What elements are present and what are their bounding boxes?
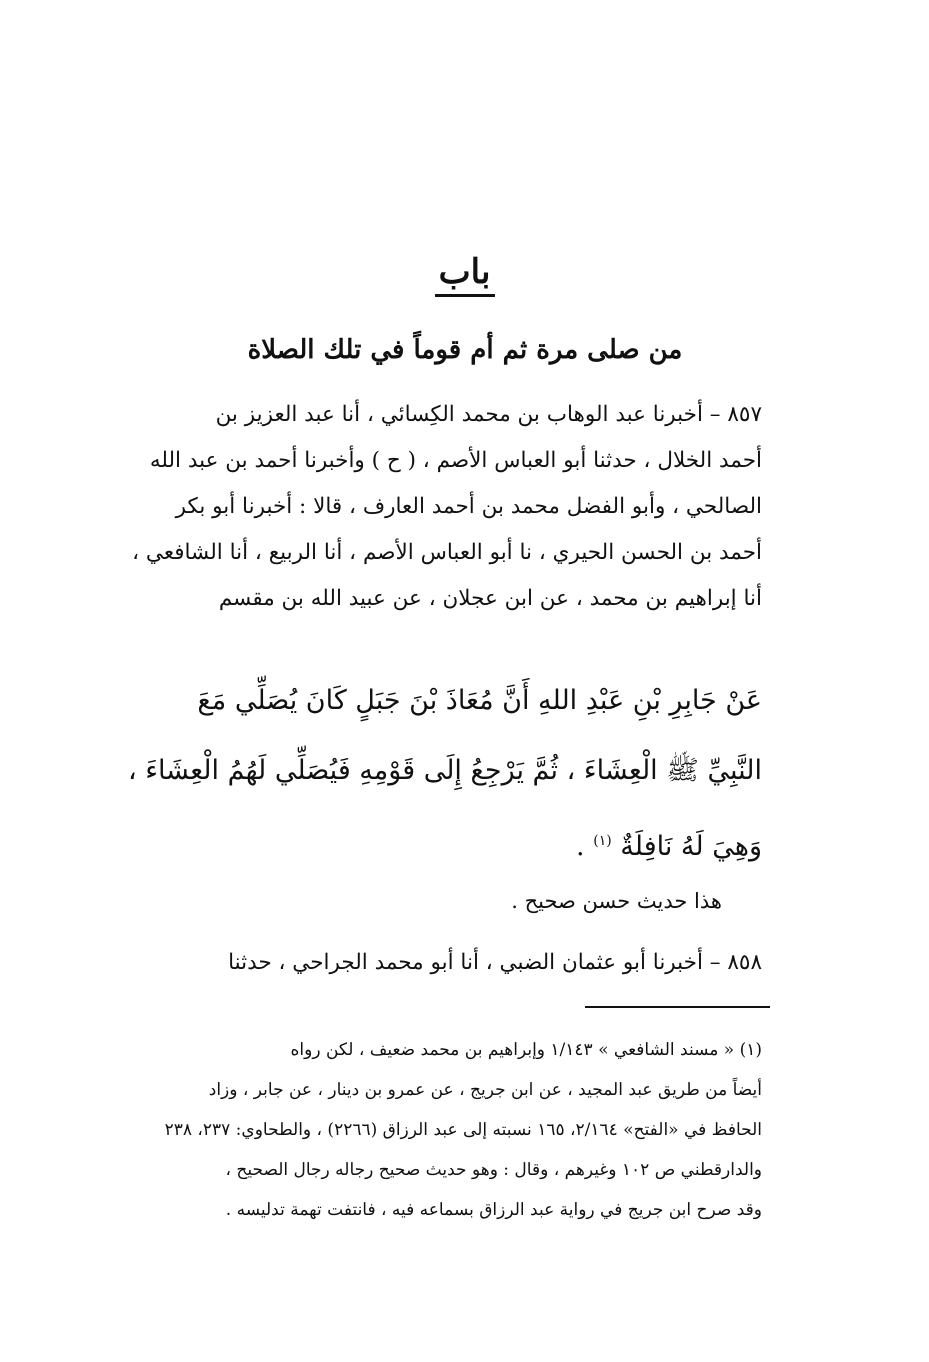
matn-line: عَنْ جَابِرِ بْنِ عَبْدِ اللهِ أَنَّ مُعَاذَ بْنَ جَبَلٍ كَانَ يُصَلِّي مَعَ bbox=[197, 685, 762, 716]
matn-line-text: وَهِيَ لَهُ نَافِلَةٌ bbox=[620, 831, 762, 862]
footnote-line: والدارقطني ص ١٠٢ وغيرهم ، وقال : وهو حديث صحيح رجاله رجال الصحيح ، bbox=[225, 1160, 762, 1180]
footnote-separator bbox=[585, 1006, 770, 1008]
chapter-word: باب bbox=[438, 252, 491, 292]
matn-line: النَّبِيِّ ﷺ الْعِشَاءَ ، ثُمَّ يَرْجِعُ إِلَى قَوْمِهِ فَيُصَلِّي لَهُمُ الْعِشَاءَ ، bbox=[127, 755, 762, 786]
hadith-857-isnad bbox=[100, 392, 762, 622]
footnote-line: (١) « مسند الشافعي » ١/١٤٣ وإبراهيم بن محمد ضعيف ، لكن رواه bbox=[290, 1040, 762, 1060]
footnote-line: الحافظ في «الفتح» ٢/١٦٤، ١٦٥ نسبته إلى عبد الرزاق (٢٢٦٦) ، والطحاوي: ٢٣٧، ٢٣٨ bbox=[164, 1120, 762, 1140]
footnote-reference[interactable]: (١) bbox=[593, 833, 612, 849]
chapter-underline bbox=[435, 294, 495, 297]
hadith-858-line: ٨٥٨ – أخبرنا أبو عثمان الضبي ، أنا أبو محمد الجراحي ، حدثنا bbox=[228, 950, 762, 975]
isnad-line: الصالحي ، وأبو الفضل محمد بن أحمد العارف ، قالا : أخبرنا أبو بكر bbox=[175, 494, 762, 519]
isnad-line: أحمد بن الحسن الحيري ، نا أبو العباس الأصم ، أنا الربيع ، أنا الشافعي ، bbox=[132, 540, 762, 565]
chapter-heading bbox=[0, 252, 929, 297]
isnad-line: أحمد الخلال ، حدثنا أبو العباس الأصم ، ( ح ) وأخبرنا أحمد بن عبد الله bbox=[149, 448, 762, 473]
isnad-line: أنا إبراهيم بن محمد ، عن ابن عجلان ، عن عبيد الله بن مقسم bbox=[218, 586, 762, 611]
footnote-line: وقد صرح ابن جريج في رواية عبد الرزاق بسماعه فيه ، فانتفت تهمة تدليسه . bbox=[225, 1200, 762, 1220]
matn-end-mark: . bbox=[576, 831, 585, 862]
chapter-title: من صلى مرة ثم أم قوماً في تلك الصلاة bbox=[247, 335, 683, 365]
matn-line-last bbox=[100, 806, 762, 882]
footnotes bbox=[100, 1030, 762, 1230]
hadith-857-matn bbox=[100, 666, 762, 882]
hadith-grade: هذا حديث حسن صحيح . bbox=[511, 889, 722, 913]
isnad-line: ٨٥٧ – أخبرنا عبد الوهاب بن محمد الكِسائي ، أنا عبد العزيز بن bbox=[215, 402, 762, 427]
footnote-line: أيضاً من طريق عبد المجيد ، عن ابن جريج ، عن عمرو بن دينار ، عن جابر ، وزاد bbox=[208, 1080, 762, 1100]
